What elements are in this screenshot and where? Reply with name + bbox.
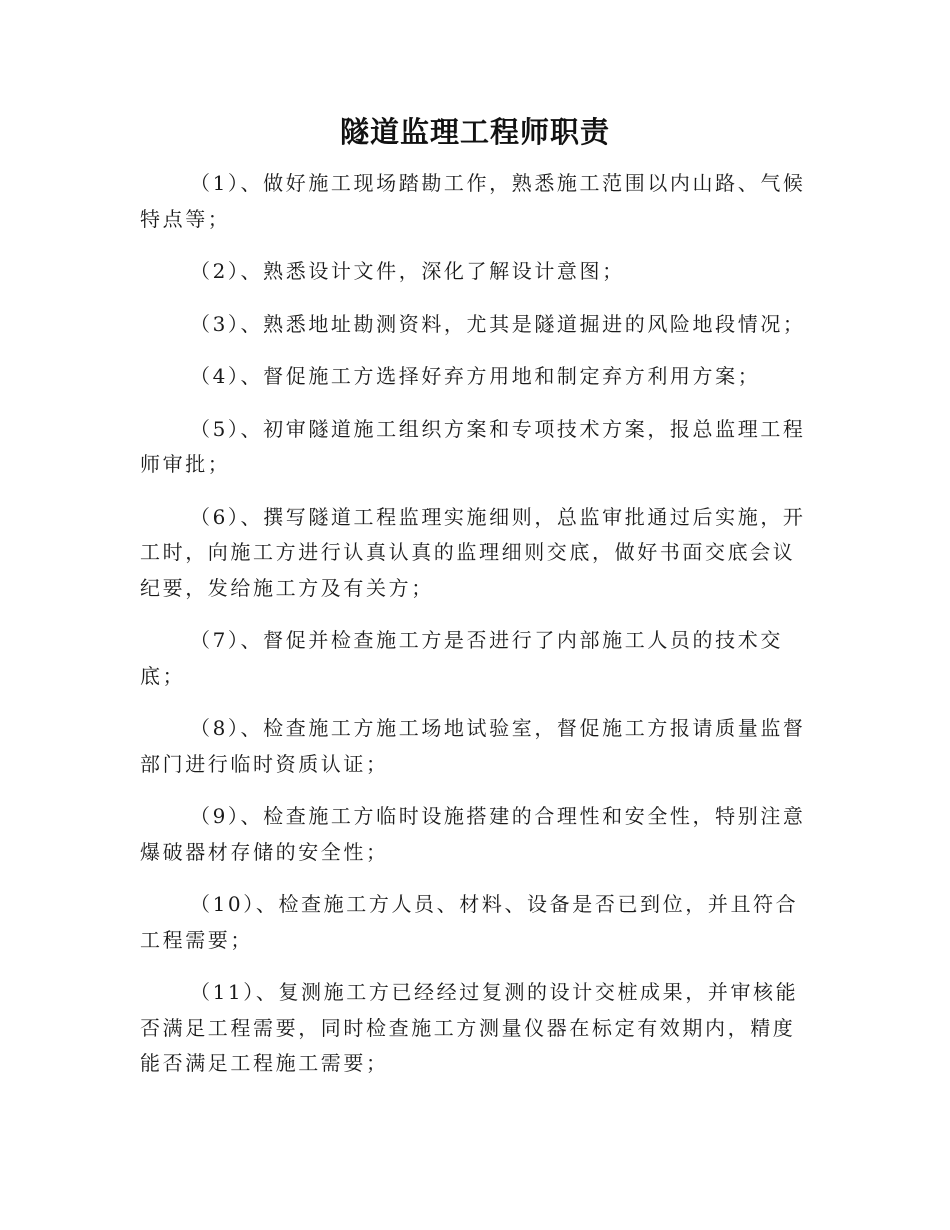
duty-item-9: （9）、检查施工方临时设施搭建的合理性和安全性，特别注意爆破器材存储的安全性； — [140, 804, 806, 864]
duty-item-6: （6）、撰写隧道工程监理实施细则，总监审批通过后实施，开工时，向施工方进行认真认真的监理细则交底，做好书面交底会议纪要，发给施工方及有关方； — [140, 504, 806, 600]
duty-item-1: （1）、做好施工现场踏勘工作，熟悉施工范围以内山路、气候特点等； — [140, 171, 806, 231]
duty-item-5: （5）、初审隧道施工组织方案和专项技术方案，报总监理工程师审批； — [140, 416, 806, 476]
document-title: 隧道监理工程师职责 — [339, 115, 610, 149]
duty-item-8: （8）、检查施工方施工场地试验室，督促施工方报请质量监督部门进行临时资质认证； — [140, 716, 806, 776]
duty-item-4: （4）、督促施工方选择好弃方用地和制定弃方利用方案； — [190, 364, 761, 388]
duty-item-3: （3）、熟悉地址勘测资料，尤其是隧道掘进的风险地段情况； — [190, 311, 806, 336]
duty-item-2: （2）、熟悉设计文件，深化了解设计意图； — [190, 259, 625, 283]
duty-list — [140, 166, 812, 1099]
duty-item-11: （11）、复测施工方已经经过复测的设计交桩成果，并审核能否满足工程需要，同时检查施工方测量仪器在标定有效期内，精度能否满足工程施工需要； — [140, 980, 799, 1075]
duty-item-10: （10）、检查施工方人员、材料、设备是否已到位，并且符合工程需要； — [140, 892, 799, 952]
duty-item-7: （7）、督促并检查施工方是否进行了内部施工人员的技术交底； — [140, 628, 783, 688]
